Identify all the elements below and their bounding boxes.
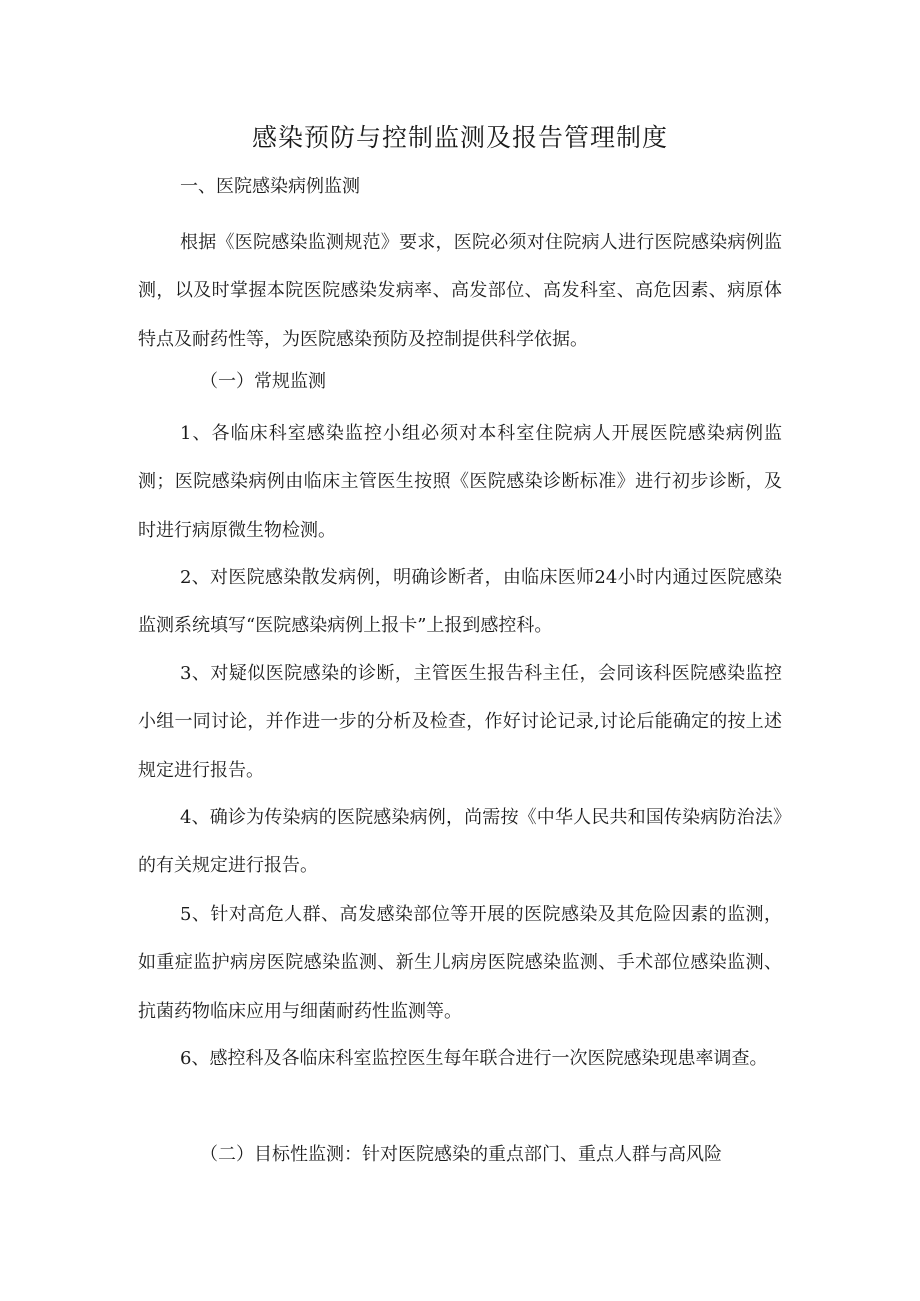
section-heading-case-monitoring: 一、医院感染病例监测	[180, 176, 360, 197]
list-item: 5、针对高危人群、高发感染部位等开展的医院感染及其危险因素的监测，如重症监护病房医院感染监测、新生儿病房医院感染监测、手术部位感染监测、抗菌药物临床应用与细菌耐药性监测等。	[138, 904, 782, 1022]
list-item: 6、感控科及各临床科室监控医生每年联合进行一次医院感染现患率调查。	[180, 1048, 768, 1069]
document-title: 感染预防与控制监测及报告管理制度	[251, 123, 668, 152]
list-item: 3、对疑似医院感染的诊断，主管医生报告科主任，会同该科医院感染监控小组一同讨论，并作进一步的分析及检查，作好讨论记录,讨论后能确定的按上述规定进行报告。	[138, 663, 782, 781]
list-item: 4、确诊为传染病的医院感染病例，尚需按《中华人民共和国传染病防治法》的有关规定进行报告。	[138, 807, 782, 877]
subsection-targeted-monitoring: （二）目标性监测：针对医院感染的重点部门、重点人群与高风险	[200, 1144, 722, 1165]
intro-paragraph: 根据《医院感染监测规范》要求，医院必须对住院病人进行医院感染病例监测，以及时掌握本院医院感染发病率、高发部位、高发科室、高危因素、病原体特点及耐药性等，为医院感染预防及控制提供科学依据。	[138, 232, 782, 350]
subsection-heading-routine-monitoring: （一）常规监测	[200, 371, 326, 392]
list-item: 1、各临床科室感染监控小组必须对本科室住院病人开展医院感染病例监测；医院感染病例由临床主管医生按照《医院感染诊断标准》进行初步诊断，及时进行病原微生物检测。	[138, 423, 782, 541]
list-item: 2、对医院感染散发病例，明确诊断者，由临床医师24小时内通过医院感染监测系统填写“医院感染病例上报卡”上报到感控科。	[138, 567, 782, 637]
